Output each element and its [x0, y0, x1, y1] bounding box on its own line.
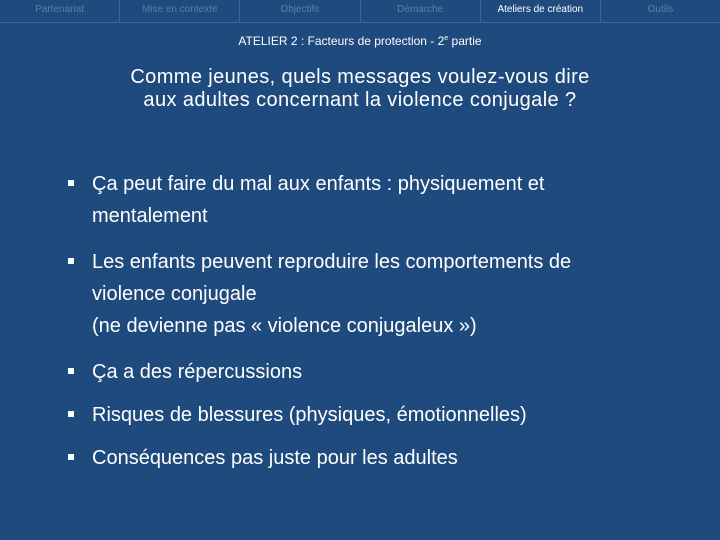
slide-title	[40, 66, 680, 112]
bullet-line: Conséquences pas juste pour les adultes	[92, 447, 458, 469]
bullet-marker-icon	[68, 454, 74, 460]
bullet-line: Risques de blessures (physiques, émotionnelles)	[92, 404, 527, 426]
bullet-item	[60, 399, 700, 431]
nav-mise-en-contexte[interactable]: Mise en contexte	[120, 0, 240, 22]
title-line-1: Comme jeunes, quels messages voulez-vous dire	[130, 66, 590, 88]
slide-subtitle	[0, 34, 720, 48]
nav-outils[interactable]: Outils	[647, 4, 674, 15]
bullet-line: Ça peut faire du mal aux enfants : physiquement et	[92, 173, 545, 195]
subtitle-suffix: partie	[448, 34, 482, 48]
bullet-list	[60, 168, 700, 474]
bullet-marker-icon	[68, 368, 74, 374]
bullet-item	[60, 246, 700, 342]
nav-demarche[interactable]: Démarche	[361, 0, 481, 22]
title-line-2: aux adultes concernant la violence conjugale ?	[143, 89, 577, 111]
subtitle-superscript: e	[444, 35, 449, 42]
nav-partenariat[interactable]: Partenariat	[0, 0, 120, 22]
bullet-line: (ne devienne pas « violence conjugaleux »)	[92, 315, 477, 337]
bullet-marker-icon	[68, 411, 74, 417]
bullet-line: Les enfants peuvent reproduire les comportements de	[92, 251, 572, 273]
nav-ateliers-de-creation[interactable]: Ateliers de création	[481, 0, 601, 22]
bullet-marker-icon	[68, 180, 74, 186]
bullet-item	[60, 356, 700, 388]
bullet-item	[60, 168, 700, 232]
top-nav	[0, 0, 720, 23]
subtitle-prefix: ATELIER 2 : Facteurs de protection - 2	[238, 34, 445, 48]
bullet-line: Ça a des répercussions	[92, 361, 303, 383]
bullet-item	[60, 442, 700, 474]
bullet-line: violence conjugale	[92, 283, 257, 305]
nav-objectifs[interactable]: Objectifs	[240, 0, 360, 22]
bullet-marker-icon	[68, 258, 74, 264]
bullet-line: mentalement	[92, 205, 208, 227]
